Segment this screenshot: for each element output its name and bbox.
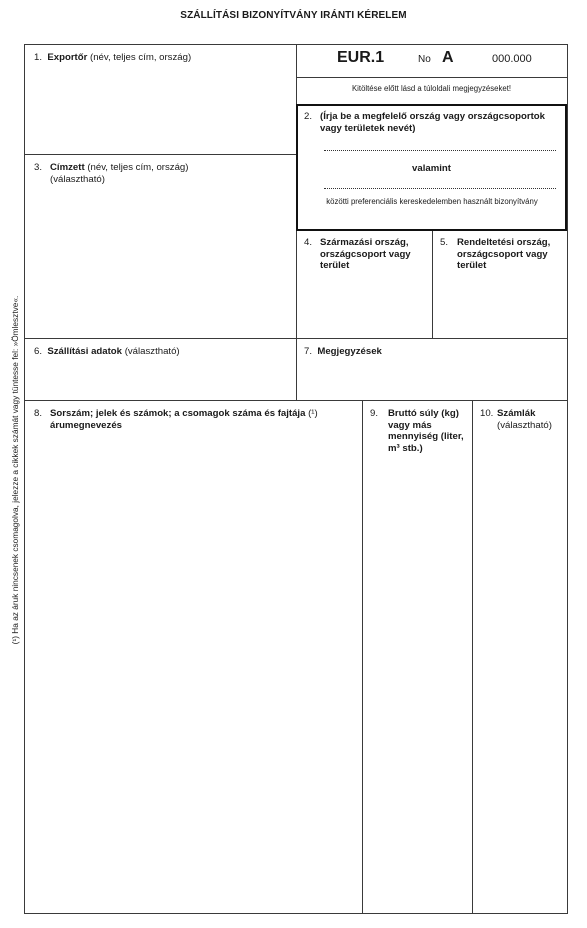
row-8-10-top-line	[24, 400, 568, 401]
box10-invoices	[480, 408, 566, 431]
frame-right-line	[567, 44, 568, 914]
form-title: SZÁLLÍTÁSI BIZONYÍTVÁNY IRÁNTI KÉRELEM	[180, 10, 407, 21]
box2-label: (Írja be a megfelelő ország vagy országcsoportok vagy területek nevét)	[320, 111, 545, 134]
box3-label: Címzett	[50, 162, 85, 173]
box6-label: Szállítási adatok	[47, 346, 123, 357]
box6-optional: (választható)	[124, 346, 180, 357]
box9-number: 9.	[370, 408, 379, 419]
box2-middle: valamint	[412, 163, 451, 174]
box2-dotted-line-2	[324, 188, 556, 189]
box5-label: Rendeltetési ország, országcsoport vagy terület	[457, 237, 551, 271]
box10-optional: (választható)	[497, 419, 552, 431]
box8-label-2: árumegnevezés	[50, 419, 122, 431]
row-6-7-top-line	[24, 338, 568, 339]
box1-label: Exportőr	[47, 52, 88, 63]
box7-label: Megjegyzések	[317, 346, 382, 357]
box10-number: 10.	[480, 408, 494, 419]
box4-origin	[304, 237, 426, 272]
box8-label-1: Sorszám; jelek és számok; a csomagok száma és fajtája	[50, 408, 306, 419]
eur-serial: 000.000	[492, 53, 532, 65]
box7-number: 7.	[304, 346, 313, 357]
eur-instruction: Kitöltése előtt lásd a túloldali megjegyzéseket!	[351, 84, 512, 93]
box2-border-right	[565, 104, 567, 231]
box2-footer: közötti preferenciális kereskedelemben használt bizonyítvány	[326, 197, 538, 206]
box8-footnote: (¹)	[308, 408, 318, 419]
box3-consignee	[34, 162, 289, 185]
box8-number: 8.	[34, 408, 43, 419]
box1-exporter	[34, 52, 289, 64]
box3-optional: (választható)	[50, 173, 105, 185]
box6-transport	[34, 346, 289, 358]
box4-5-divider	[432, 231, 433, 338]
box8-goods	[34, 408, 356, 431]
box1-detail: (név, teljes cím, ország)	[90, 52, 192, 63]
box5-destination	[440, 237, 564, 272]
eur-header	[296, 46, 567, 76]
box1-number: 1.	[34, 52, 43, 63]
box2-number: 2.	[304, 111, 313, 122]
eur-name: EUR.1	[337, 49, 385, 66]
box8-9-divider	[362, 400, 363, 914]
box7-remarks	[304, 346, 559, 358]
box10-label: Számlák	[497, 408, 536, 419]
box9-gross-weight	[370, 408, 468, 454]
box4-number: 4.	[304, 237, 313, 248]
box2-dotted-line-1	[324, 150, 556, 151]
box6-number: 6.	[34, 346, 43, 357]
eur-series: A	[442, 49, 454, 66]
frame-left-line	[24, 44, 25, 914]
box2-border-top	[296, 104, 567, 106]
box5-number: 5.	[440, 237, 449, 248]
box4-label: Származási ország, országcsoport vagy terület	[320, 237, 411, 271]
box3-number: 3.	[34, 162, 43, 173]
box9-label: Bruttó súly (kg) vagy más mennyiség (liter, m³ stb.)	[388, 408, 464, 454]
box1-bottom-line	[24, 154, 296, 155]
frame-bottom-line	[24, 913, 568, 914]
side-footnote: (¹) Ha az áruk nincsenek csomagolva, jelezze a cikkek számát vagy tüntesse fel: »Ömlesztve«.	[10, 295, 20, 645]
eur-header-line	[296, 77, 567, 78]
eur-no-label: No	[418, 54, 431, 65]
box9-10-divider	[472, 400, 473, 914]
box2-countries	[304, 111, 558, 134]
box3-detail: (név, teljes cím, ország)	[87, 162, 189, 173]
